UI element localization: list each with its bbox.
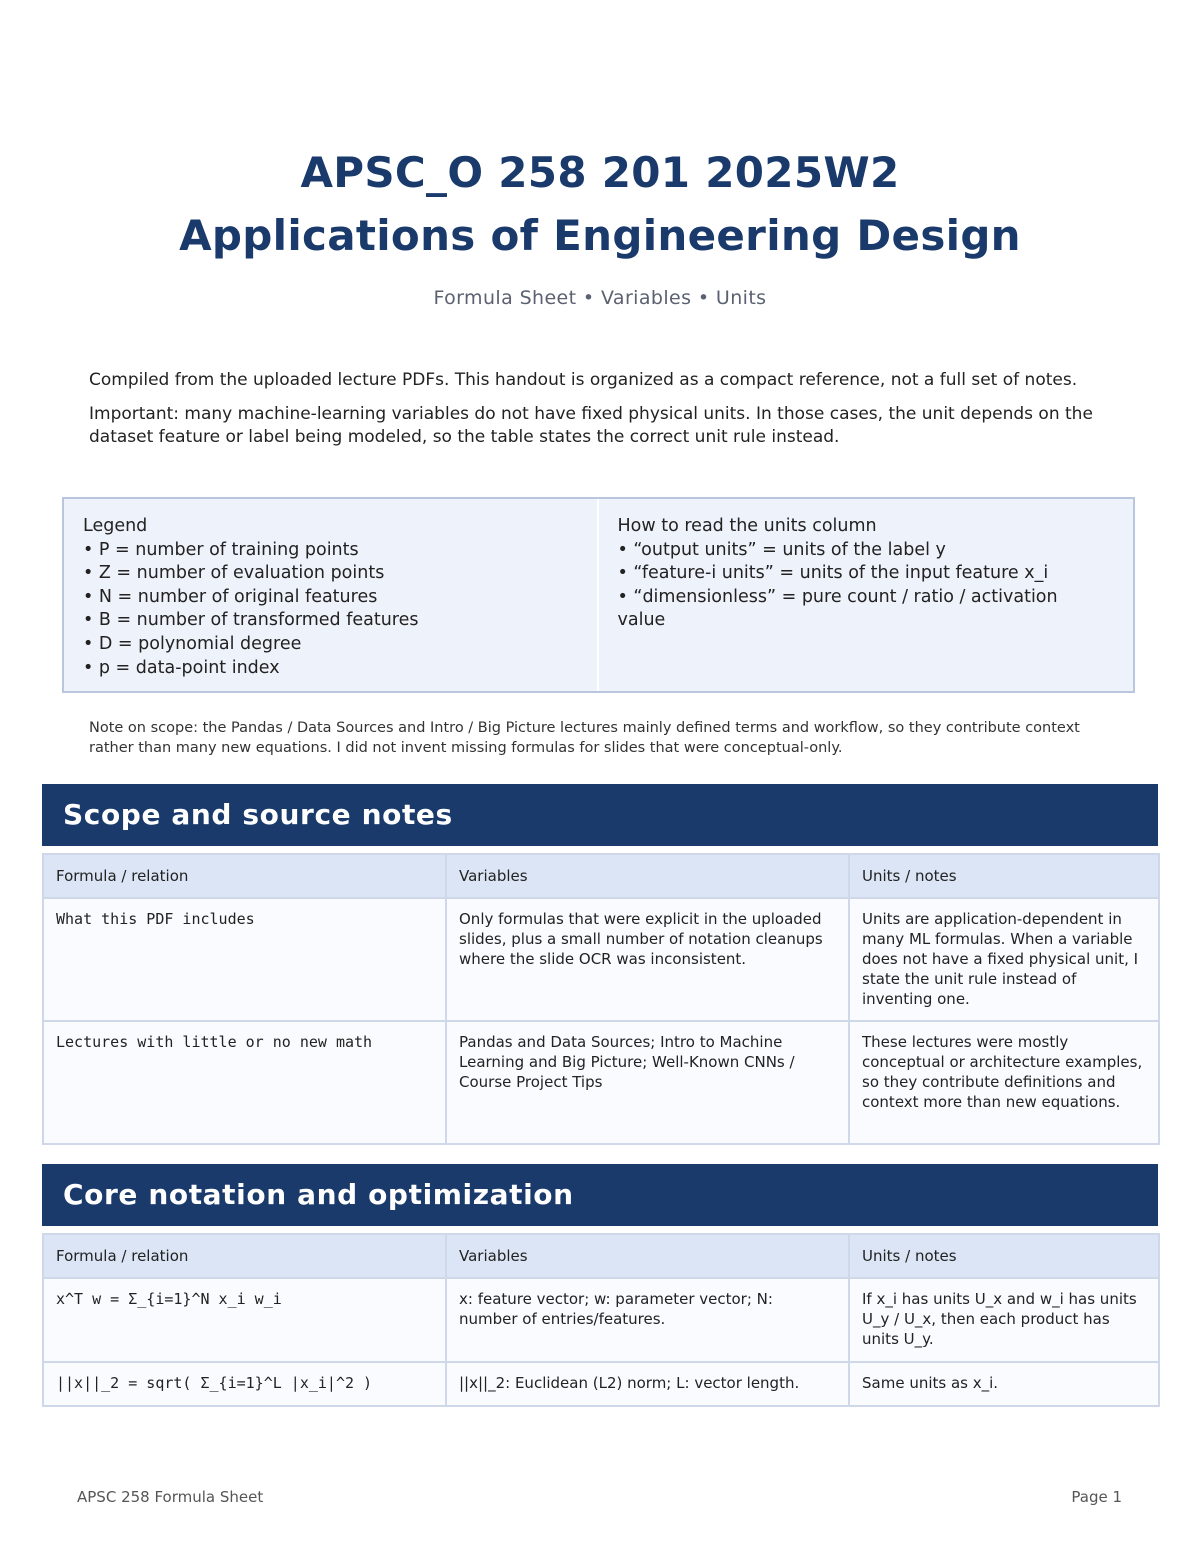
legend-item: • D = polynomial degree (83, 633, 302, 654)
course-code-title: APSC_O 258 201 2025W2 (300, 148, 900, 197)
formula-cell: x^T w = Σ_{i=1}^N x_i w_i (43, 1278, 446, 1362)
formula-table (42, 853, 1160, 1145)
intro-paragraph-1: Compiled from the uploaded lecture PDFs. This handout is organized as a compact reference, not a full set of notes. (89, 370, 1078, 390)
legend-column (64, 499, 599, 691)
column-header-formula: Formula / relation (43, 854, 446, 898)
table-row (43, 898, 1159, 1021)
section-scope-notes (42, 784, 1158, 1145)
column-header-variables: Variables (446, 1234, 849, 1278)
column-header-formula: Formula / relation (43, 1234, 446, 1278)
legend-item: • Z = number of evaluation points (83, 563, 385, 584)
units-guide-item: • “feature-i units” = units of the input feature x_i (617, 563, 1049, 584)
legend-box (62, 497, 1135, 693)
legend-title: Legend (83, 516, 148, 536)
table-row (43, 1362, 1159, 1406)
table-header-row (43, 1234, 1159, 1278)
page-subtitle: Formula Sheet • Variables • Units (433, 287, 767, 310)
variables-cell: Only formulas that were explicit in the uploaded slides, plus a small number of notation cleanups where the slide OCR was inconsistent. (446, 898, 849, 1021)
units-guide-item: • “output units” = units of the label y (617, 539, 946, 560)
units-guide-item: value (617, 610, 666, 631)
section-title: Core notation and optimization (42, 1164, 1158, 1226)
column-header-variables: Variables (446, 854, 849, 898)
units-cell: If x_i has units U_x and w_i has units U_y / U_x, then each product has units U_y. (849, 1278, 1159, 1362)
units-guide-title: How to read the units column (617, 516, 877, 536)
units-guide-item: • “dimensionless” = pure count / ratio / activation (617, 586, 1058, 607)
variables-cell: Pandas and Data Sources; Intro to Machine Learning and Big Picture; Well-Known CNNs / Course Project Tips (446, 1021, 849, 1144)
units-guide-column (599, 499, 1134, 691)
intro-text (89, 369, 1119, 460)
footer-page-number: Page 1 (1071, 1488, 1122, 1506)
column-header-units: Units / notes (849, 1234, 1159, 1278)
units-cell: These lectures were mostly conceptual or architecture examples, so they contribute definitions and context more than new equations. (849, 1021, 1159, 1144)
units-cell: Same units as x_i. (849, 1362, 1159, 1406)
course-name-title: Applications of Engineering Design (179, 210, 1021, 260)
formula-cell: ||x||_2 = sqrt( Σ_{i=1}^L |x_i|^2 ) (43, 1362, 446, 1406)
formula-table (42, 1233, 1160, 1407)
legend-item: • p = data-point index (83, 657, 280, 678)
units-cell: Units are application-dependent in many ML formulas. When a variable does not have a fixed physical unit, I state the unit rule instead of inventing one. (849, 898, 1159, 1021)
column-header-units: Units / notes (849, 854, 1159, 898)
table-row (43, 1021, 1159, 1144)
section-core-notation (42, 1164, 1158, 1407)
legend-item: • P = number of training points (83, 539, 359, 560)
scope-note: Note on scope: the Pandas / Data Sources and Intro / Big Picture lectures mainly defined terms and workflow, so they contribute context rather than many new equations. I did not invent missing formulas for slides that were conceptual-only. (89, 720, 1080, 756)
formula-cell: What this PDF includes (43, 898, 446, 1021)
legend-item: • B = number of transformed features (83, 610, 419, 631)
table-row (43, 1278, 1159, 1362)
intro-paragraph-2: Important: many machine-learning variables do not have fixed physical units. In those cases, the unit depends on the dataset feature or label being modeled, so the table states the correct unit rule instead. (89, 404, 1093, 447)
table-header-row (43, 854, 1159, 898)
variables-cell: ||x||_2: Euclidean (L2) norm; L: vector length. (446, 1362, 849, 1406)
formula-cell: Lectures with little or no new math (43, 1021, 446, 1144)
footer-document-title: APSC 258 Formula Sheet (77, 1488, 264, 1506)
section-title: Scope and source notes (42, 784, 1158, 846)
title-block (0, 146, 1200, 309)
variables-cell: x: feature vector; w: parameter vector; N: number of entries/features. (446, 1278, 849, 1362)
legend-item: • N = number of original features (83, 586, 378, 607)
